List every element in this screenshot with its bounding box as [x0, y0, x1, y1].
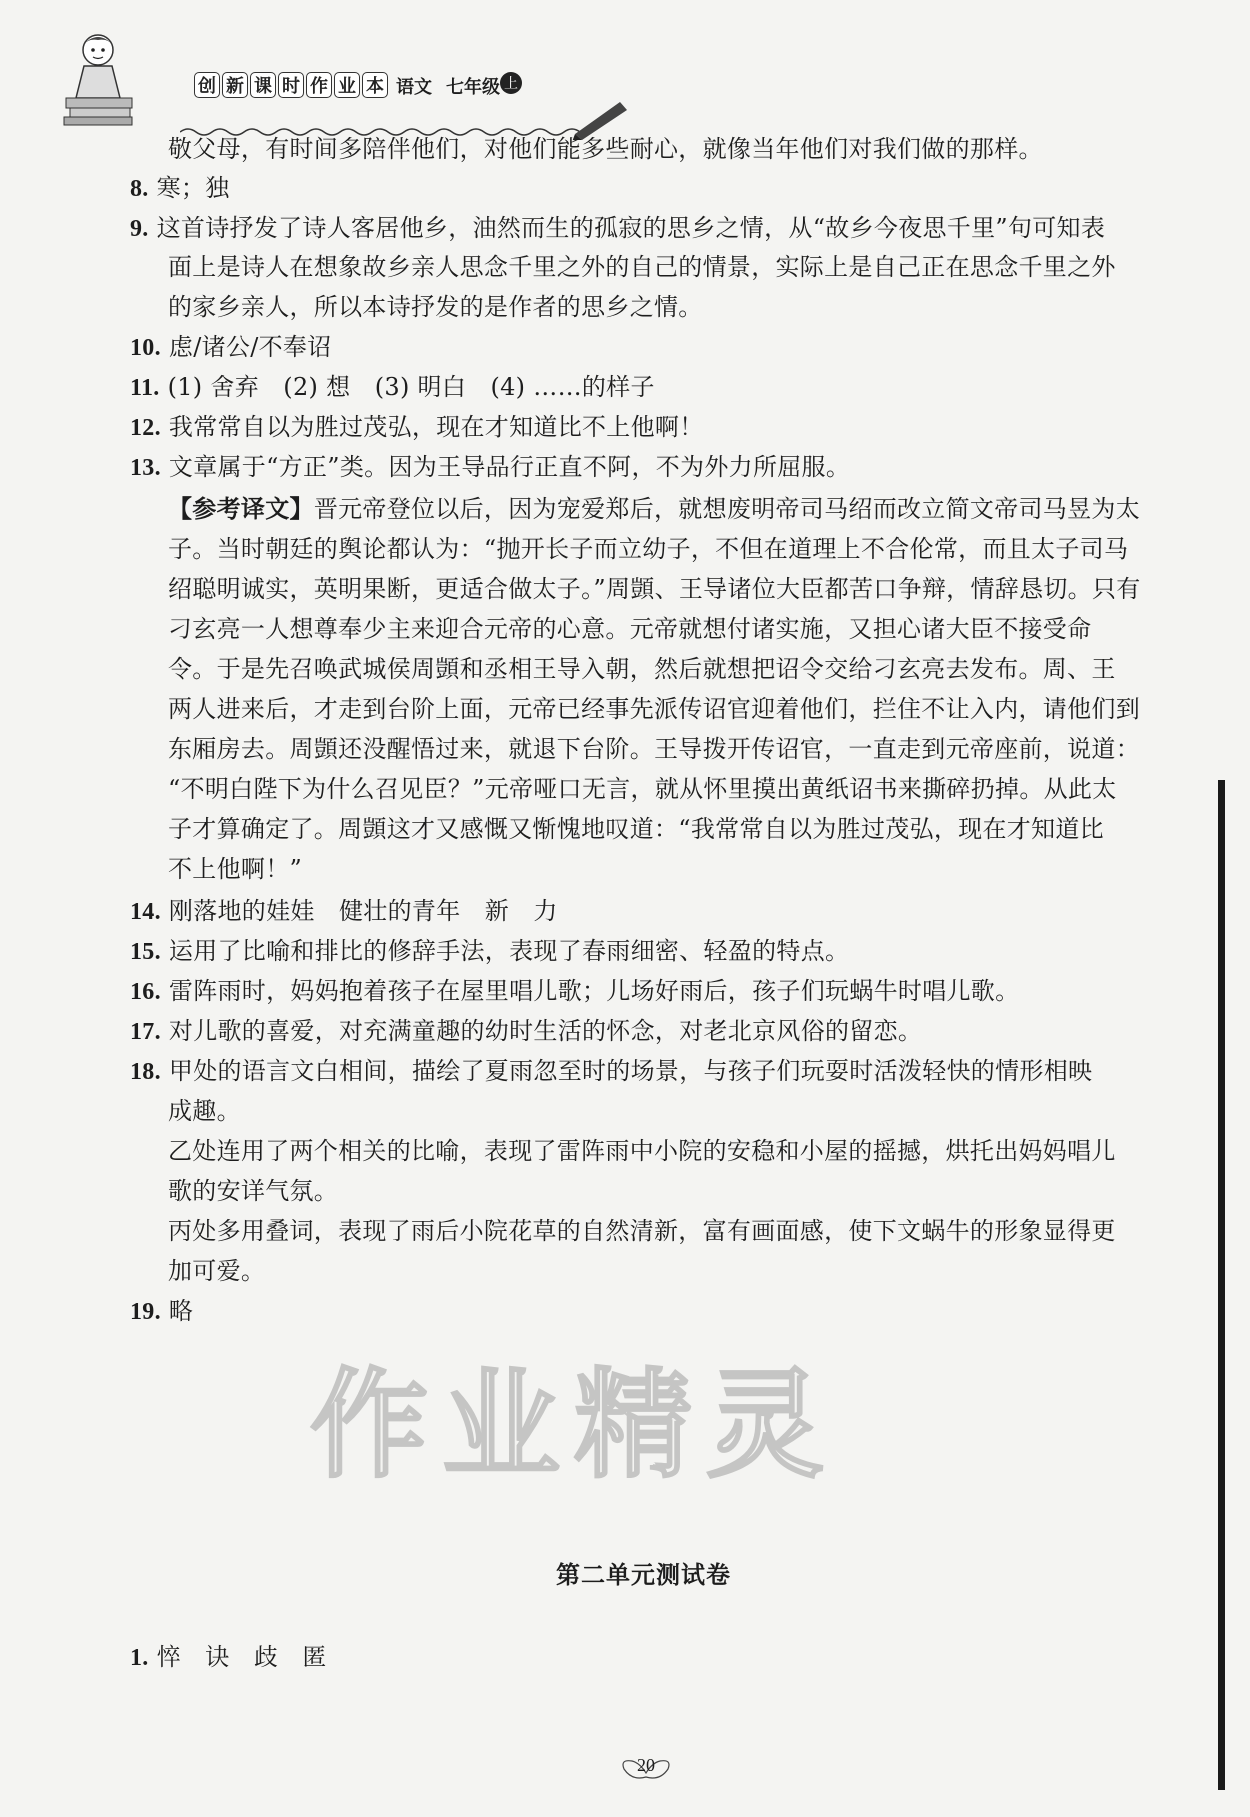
series-char: 时 [278, 72, 304, 98]
answer-line: 成趣。 [168, 1097, 241, 1125]
answer-item: 18. 甲处的语言文白相间，描绘了夏雨忽至时的场景，与孩子们玩耍时活泼轻快的情形相映 [130, 1057, 1093, 1085]
answer-item: 11. (1) 舍弃 (2) 想 (3) 明白 (4) ……的样子 [130, 373, 655, 401]
answer-line: 加可爱。 [168, 1257, 266, 1285]
grade-label: 七年级 [446, 77, 500, 98]
answer-item: 13. 文章属于“方正”类。因为王导品行正直不阿，不为外力所屈服。 [130, 453, 851, 481]
answer-line: 面上是诗人在想象故乡亲人思念千里之外的自己的情景，实际上是自己正在思念千里之外 [168, 253, 1116, 281]
translation-line: 两人进来后，才走到台阶上面，元帝已经事先派传诏官迎着他们，拦住不让入内，请他们到 [168, 695, 1140, 723]
mascot-icon [60, 28, 138, 126]
answer-item: 16. 雷阵雨时，妈妈抱着孩子在屋里唱儿歌；儿场好雨后，孩子们玩蜗牛时唱儿歌。 [130, 977, 1020, 1005]
answer-item: 19. 略 [130, 1297, 194, 1325]
translation-line: 绍聪明诚实，英明果断，更适合做太子。”周顗、王导诸位大臣都苦口争辩，情辞恳切。只有 [168, 575, 1141, 603]
answer-line: 歌的安详气氛。 [168, 1177, 339, 1205]
volume-badge: 上 [500, 72, 522, 94]
page-header [60, 28, 620, 128]
page-number-text: 20 [637, 1755, 655, 1775]
translation-line: 不上他啊！” [168, 855, 303, 883]
translation-line: 子。当时朝廷的舆论都认为：“抛开长子而立幼子，不但在道理上不合伦常，而且太子司马 [168, 535, 1129, 563]
answer-item: 1. 悴 诀 歧 匿 [130, 1643, 327, 1671]
series-char: 课 [250, 72, 276, 98]
answer-line: 的家乡亲人，所以本诗抒发的是作者的思乡之情。 [168, 293, 703, 321]
translation-line: “不明白陛下为什么召见臣？”元帝哑口无言，就从怀里摸出黄纸诏书来撕碎扔掉。从此太 [168, 775, 1117, 803]
series-char: 作 [306, 72, 332, 98]
series-char: 业 [334, 72, 360, 98]
translation-line: 刁玄亮一人想尊奉少主来迎合元帝的心意。元帝就想付诸实施，又担心诸大臣不接受命 [168, 615, 1092, 643]
subject-label: 语文 [396, 77, 432, 98]
answer-item: 10. 虑/诸公/不奉诏 [130, 333, 332, 361]
answer-line: 乙处连用了两个相关的比喻，表现了雷阵雨中小院的安稳和小屋的摇撼，烘托出妈妈唱儿 [168, 1137, 1116, 1165]
translation-line: 东厢房去。周顗还没醒悟过来，就退下台阶。王导拨开传诏官，一直走到元帝座前，说道： [168, 735, 1140, 763]
answer-item: 12. 我常常自以为胜过茂弘，现在才知道比不上他啊！ [130, 413, 704, 441]
answer-line: 敬父母，有时间多陪伴他们，对他们能多些耐心，就像当年他们对我们做的那样。 [168, 135, 1043, 163]
answer-line: 丙处多用叠词，表现了雨后小院花草的自然清新，富有画面感，使下文蜗牛的形象显得更 [168, 1217, 1116, 1245]
translation-line: 子才算确定了。周顗这才又感慨又惭愧地叹道：“我常常自以为胜过茂弘，现在才知道比 [168, 815, 1104, 843]
series-char: 创 [194, 72, 220, 98]
series-char: 新 [222, 72, 248, 98]
answer-item: 17. 对儿歌的喜爱，对充满童趣的幼时生活的怀念，对老北京风俗的留恋。 [130, 1017, 923, 1045]
answer-item: 9. 这首诗抒发了诗人客居他乡，油然而生的孤寂的思乡之情，从“故乡今夜思千里”句可知表 [130, 214, 1106, 242]
translation-line: 令。于是先召唤武城侯周顗和丞相王导入朝，然后就想把诏令交给刁玄亮去发布。周、王 [168, 655, 1116, 683]
watermark: 作业精灵 [310, 1356, 839, 1494]
answer-item: 14. 刚落地的娃娃 健壮的青年 新 力 [130, 897, 558, 925]
page-number [618, 1751, 674, 1783]
series-char: 本 [362, 72, 388, 98]
section-title: 第二单元测试卷 [556, 1561, 731, 1589]
reference-translation: 【参考译文】晋元帝登位以后，因为宠爱郑后，就想废明帝司马绍而改立简文帝司马昱为太 [168, 495, 1141, 523]
answer-item: 8. 寒；独 [130, 174, 230, 202]
scan-edge [1218, 780, 1225, 1790]
series-title [194, 72, 388, 98]
answer-item: 15. 运用了比喻和排比的修辞手法，表现了春雨细密、轻盈的特点。 [130, 937, 850, 965]
